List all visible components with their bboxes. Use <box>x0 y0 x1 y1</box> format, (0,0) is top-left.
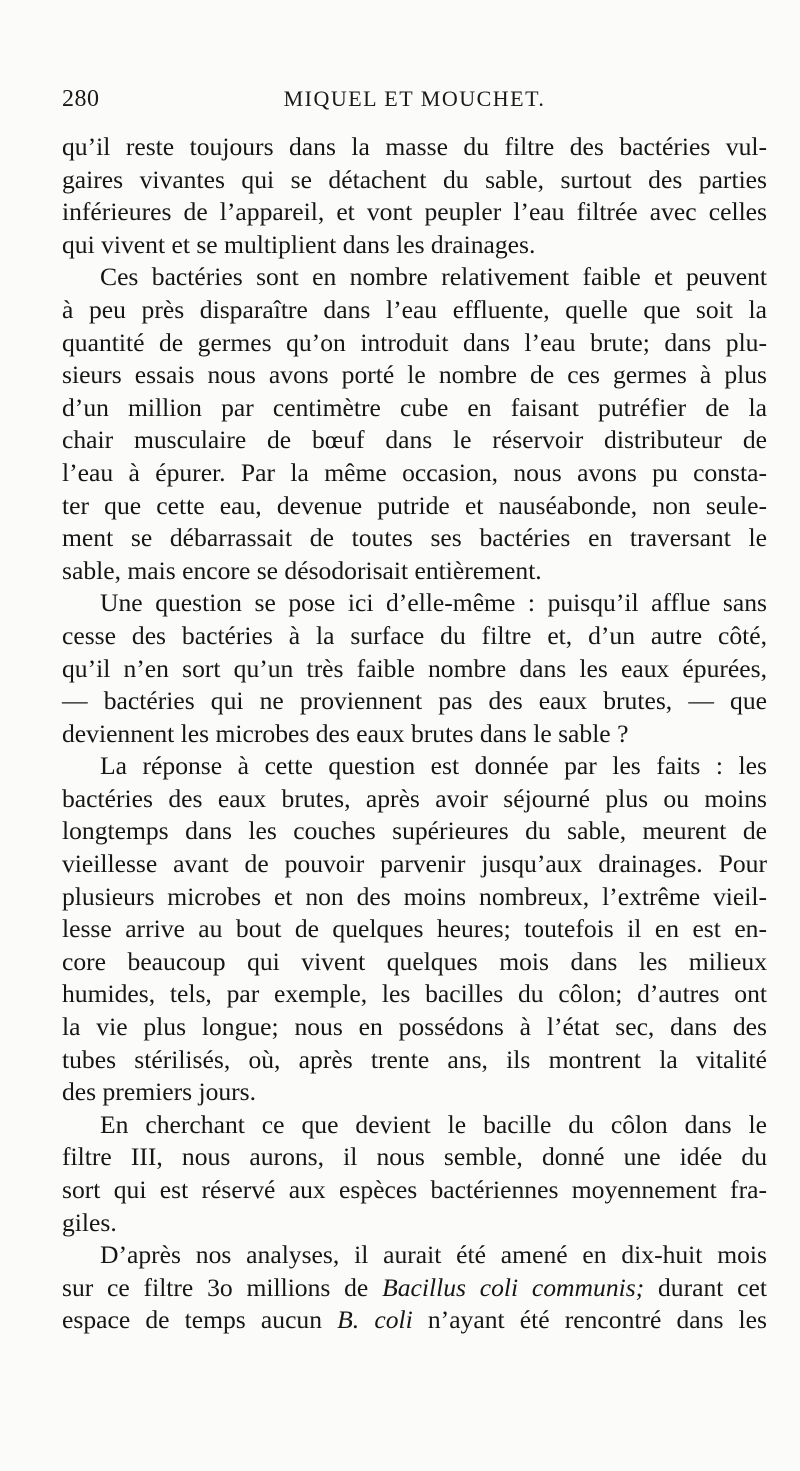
text-run: core beaucoup qui vivent quelques mois dans les milieux <box>62 946 767 976</box>
text-run: n’ayant été rencontré dans les <box>412 1305 767 1335</box>
text-run: qu’il n’en sort qu’un très faible nombre dans les eaux épurées, <box>62 653 767 683</box>
text-run: qui vivent et se multiplient dans les drainages. <box>62 229 536 259</box>
text-run: filtre III, nous aurons, il nous semble, donné une idée du <box>62 1142 767 1172</box>
text-line <box>62 815 767 848</box>
text-run: à peu près disparaître dans l’eau effluente, quelle que soit la <box>62 294 767 324</box>
paragraph <box>62 587 767 750</box>
text-run: humides, tels, par exemple, les bacilles du côlon; d’autres ont <box>62 979 767 1009</box>
text-line <box>62 881 767 914</box>
text-line <box>62 229 767 262</box>
text-line <box>62 1174 767 1207</box>
text-line <box>62 978 767 1011</box>
text-run: lesse arrive au bout de quelques heures; toutefois il en est en- <box>62 914 767 944</box>
text-run: En cherchant ce que devient le bacille du côlon dans le <box>100 1109 767 1139</box>
text-run: inférieures de l’appareil, et vont peupler l’eau filtrée avec celles <box>62 197 767 227</box>
text-run: sort qui est réservé aux espèces bactériennes moyennement fra- <box>62 1175 767 1204</box>
italic-text: B. coli <box>337 1305 413 1335</box>
text-line <box>62 131 767 164</box>
italic-text: Bacillus coli communis; <box>382 1272 645 1302</box>
text-run: La réponse à cette question est donnée par les faits : les <box>100 751 767 781</box>
text-run: gaires vivantes qui se détachent du sable, surtout des parties <box>62 164 767 194</box>
paragraph <box>62 1109 767 1239</box>
text-run: d’un million par centimètre cube en faisant putréfier de la <box>62 392 767 422</box>
text-run: la vie plus longue; nous en possédons à l’état sec, dans des <box>62 1012 767 1042</box>
text-line <box>62 164 767 197</box>
text-line <box>62 555 767 588</box>
text-line <box>62 620 767 653</box>
paragraph <box>62 1239 767 1337</box>
text-run: cesse des bactéries à la surface du filtre et, d’un autre côté, <box>62 620 767 650</box>
page-header <box>62 86 767 120</box>
text-line <box>62 1239 767 1272</box>
text-line <box>62 1141 767 1174</box>
paragraph <box>62 750 767 1109</box>
text-line <box>62 1304 767 1337</box>
text-line <box>62 685 767 718</box>
text-run: giles. <box>62 1207 117 1237</box>
text-line <box>62 946 767 979</box>
text-line <box>62 1207 767 1240</box>
text-line <box>62 718 767 751</box>
text-run: l’eau à épurer. Par la même occasion, nous avons pu consta- <box>62 457 767 487</box>
text-line <box>62 522 767 555</box>
text-run: chair musculaire de bœuf dans le réservoir distributeur de <box>62 425 767 455</box>
text-run: quantité de germes qu’on introduit dans l’eau brute; dans plu- <box>62 327 767 357</box>
text-line <box>62 1044 767 1077</box>
text-run: durant cet <box>644 1272 767 1302</box>
text-run: ter que cette eau, devenue putride et nauséabonde, non seule- <box>62 490 767 520</box>
text-line <box>62 261 767 294</box>
text-line <box>62 392 767 425</box>
text-line <box>62 1011 767 1044</box>
text-line <box>62 490 767 523</box>
text-run: des premiers jours. <box>62 1077 257 1107</box>
text-run: Une question se pose ici d’elle-même : puisqu’il afflue sans <box>100 588 767 618</box>
text-run: — bactéries qui ne proviennent pas des eaux brutes, — que <box>62 686 767 716</box>
text-line <box>62 1076 767 1109</box>
text-run: Ces bactéries sont en nombre relativement faible et peuvent <box>100 262 767 292</box>
text-line <box>62 1109 767 1142</box>
text-run: sable, mais encore se désodorisait entièrement. <box>62 555 542 585</box>
text-line <box>62 359 767 392</box>
running-head: MIQUEL ET MOUCHET. <box>283 86 546 111</box>
text-run: bactéries des eaux brutes, après avoir séjourné plus ou moins <box>62 783 767 813</box>
text-run: qu’il reste toujours dans la masse du filtre des bactéries vul- <box>62 132 767 161</box>
text-run: tubes stérilisés, où, après trente ans, ils montrent la vitalité <box>62 1044 767 1074</box>
text-run: plusieurs microbes et non des moins nombreux, l’extrême vieil- <box>62 881 767 911</box>
paragraph <box>62 261 767 587</box>
text-run: espace de temps aucun <box>62 1305 338 1335</box>
text-line <box>62 750 767 783</box>
text-line <box>62 653 767 686</box>
text-run: ment se débarrassait de toutes ses bactéries en traversant le <box>62 523 767 553</box>
text-run: longtemps dans les couches supérieures du sable, meurent de <box>62 816 767 846</box>
text-line <box>62 457 767 490</box>
text-run: deviennent les microbes des eaux brutes dans le sable ? <box>62 718 629 748</box>
text-line <box>62 424 767 457</box>
text-line <box>62 1272 767 1305</box>
text-line <box>62 587 767 620</box>
text-line <box>62 196 767 229</box>
text-run: vieillesse avant de pouvoir parvenir jusqu’aux drainages. Pour <box>62 849 767 879</box>
text-line <box>62 848 767 881</box>
text-line <box>62 327 767 360</box>
text-run: D’après nos analyses, il aurait été amené en dix-huit mois <box>100 1240 767 1270</box>
paragraph <box>62 131 767 261</box>
body-text <box>62 131 767 1337</box>
text-run: sieurs essais nous avons porté le nombre de ces germes à plus <box>62 360 767 390</box>
page-number: 280 <box>62 86 100 112</box>
text-run: sur ce filtre 3o millions de <box>62 1272 383 1302</box>
text-line <box>62 913 767 946</box>
text-line <box>62 294 767 327</box>
text-line <box>62 783 767 816</box>
